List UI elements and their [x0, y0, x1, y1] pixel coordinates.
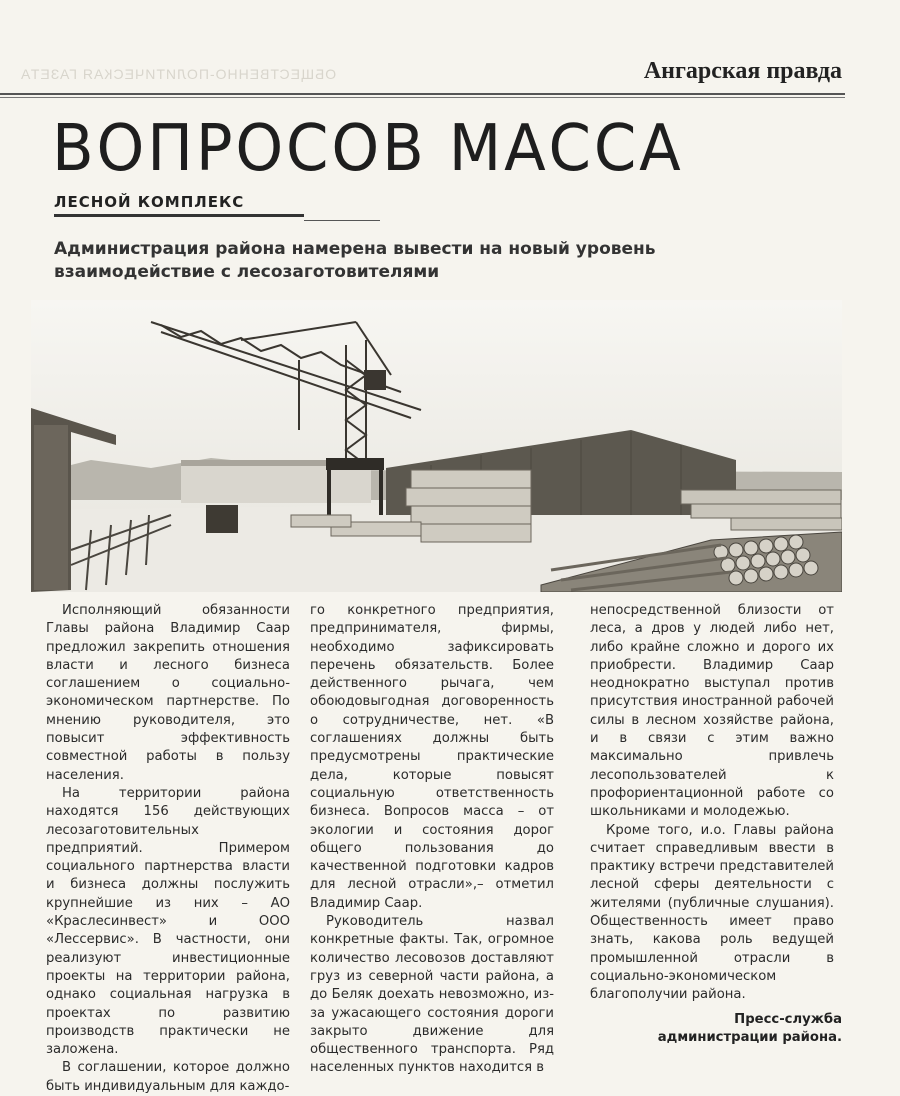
article-lead: Администрация района намерена вывести на новый уровень взаимодействие с лесозаготовителями — [54, 239, 656, 282]
article-signature — [658, 1011, 842, 1047]
paragraph: Кроме того, и.о. Главы района считает справедливым ввести в практику встречи представителей лесной сферы деятельности с жителями (публичные слушания). Общественность имеет право знать, какова роль ведущей промышленной отрасли в социально-экономическом благополучии района. — [590, 822, 834, 1003]
signature-line-1: Пресс-служба — [734, 1012, 842, 1027]
bleed-through-text: ОБЩЕСТВЕННО-ПОЛИТИЧЕСКАЯ ГАЗЕТА — [20, 66, 337, 82]
rubric-underline — [54, 214, 304, 217]
paragraph: На территории района находятся 156 действующих лесозаготовительных предприятий. Примером социального партнерства власти и бизнеса должны послужить крупнейшие из них – АО «Краслесинвест» и ООО «Лессервис». В частности, они реализуют инвестиционные проекты на территории района, однако социальная нагрузка в проектах по развитию производств практически не заложена. — [46, 785, 290, 1058]
paragraph: Руководитель назвал конкретные факты. Так, огромное количество лесовозов доставляют груз из северной части района, а до Беляк доехать невозможно, из-за ужасающего состояния дороги закрыто движение для общественного транспорта. Ряд населенных пунктов находится в — [310, 914, 554, 1076]
signature-line-2: администрации района. — [657, 1030, 842, 1045]
paragraph: В соглашении, которое должно быть индивидуальным для каждо- — [46, 1060, 290, 1094]
article-column-3 — [590, 602, 834, 1005]
newspaper-name: Ангарская правда — [643, 58, 842, 84]
article-column-2 — [310, 602, 554, 1078]
rubric-underline-thin — [304, 220, 380, 221]
article-headline: ВОПРОСОВ МАССА — [52, 112, 684, 186]
timber-yard-photo — [31, 300, 842, 592]
paragraph: го конкретного предприятия, предпринимателя, фирмы, необходимо зафиксировать перечень обязательств. Более действенного рычага, чем обоюдовыгодная договоренность о сотрудничестве, нет. «В соглашениях должны быть предусмотрены практические дела, которые повысят социальную ответственность бизнеса. Вопросов масса – от экологии и состояния дорог общего пользования до качественной подготовки кадров для лесной отрасли»,– отметил Владимир Саар. — [310, 603, 554, 911]
masthead-rule — [0, 93, 845, 95]
article-column-1 — [46, 602, 290, 1096]
masthead — [0, 58, 900, 92]
paragraph: непосредственной близости от леса, а дров у людей либо нет, либо крайне сложно и дорого их приобрести. Владимир Саар неоднократно выступал против присутствия иностранной рабочей силы в лесном хозяйстве района, и в связи с этим важно максимально привлечь лесопользователей к профориентационной работе со школьниками и молодежью. — [590, 603, 834, 820]
masthead-rule-thin — [0, 97, 845, 98]
paragraph: Исполняющий обязанности Главы района Владимир Саар предложил закрепить отношения власти и лесного бизнеса соглашением о социально-экономическом партнерстве. По мнению руководителя, это повысит эффективность совместной работы в пользу населения. — [46, 603, 290, 783]
article-rubric: ЛЕСНОЙ КОМПЛЕКС — [54, 193, 245, 211]
